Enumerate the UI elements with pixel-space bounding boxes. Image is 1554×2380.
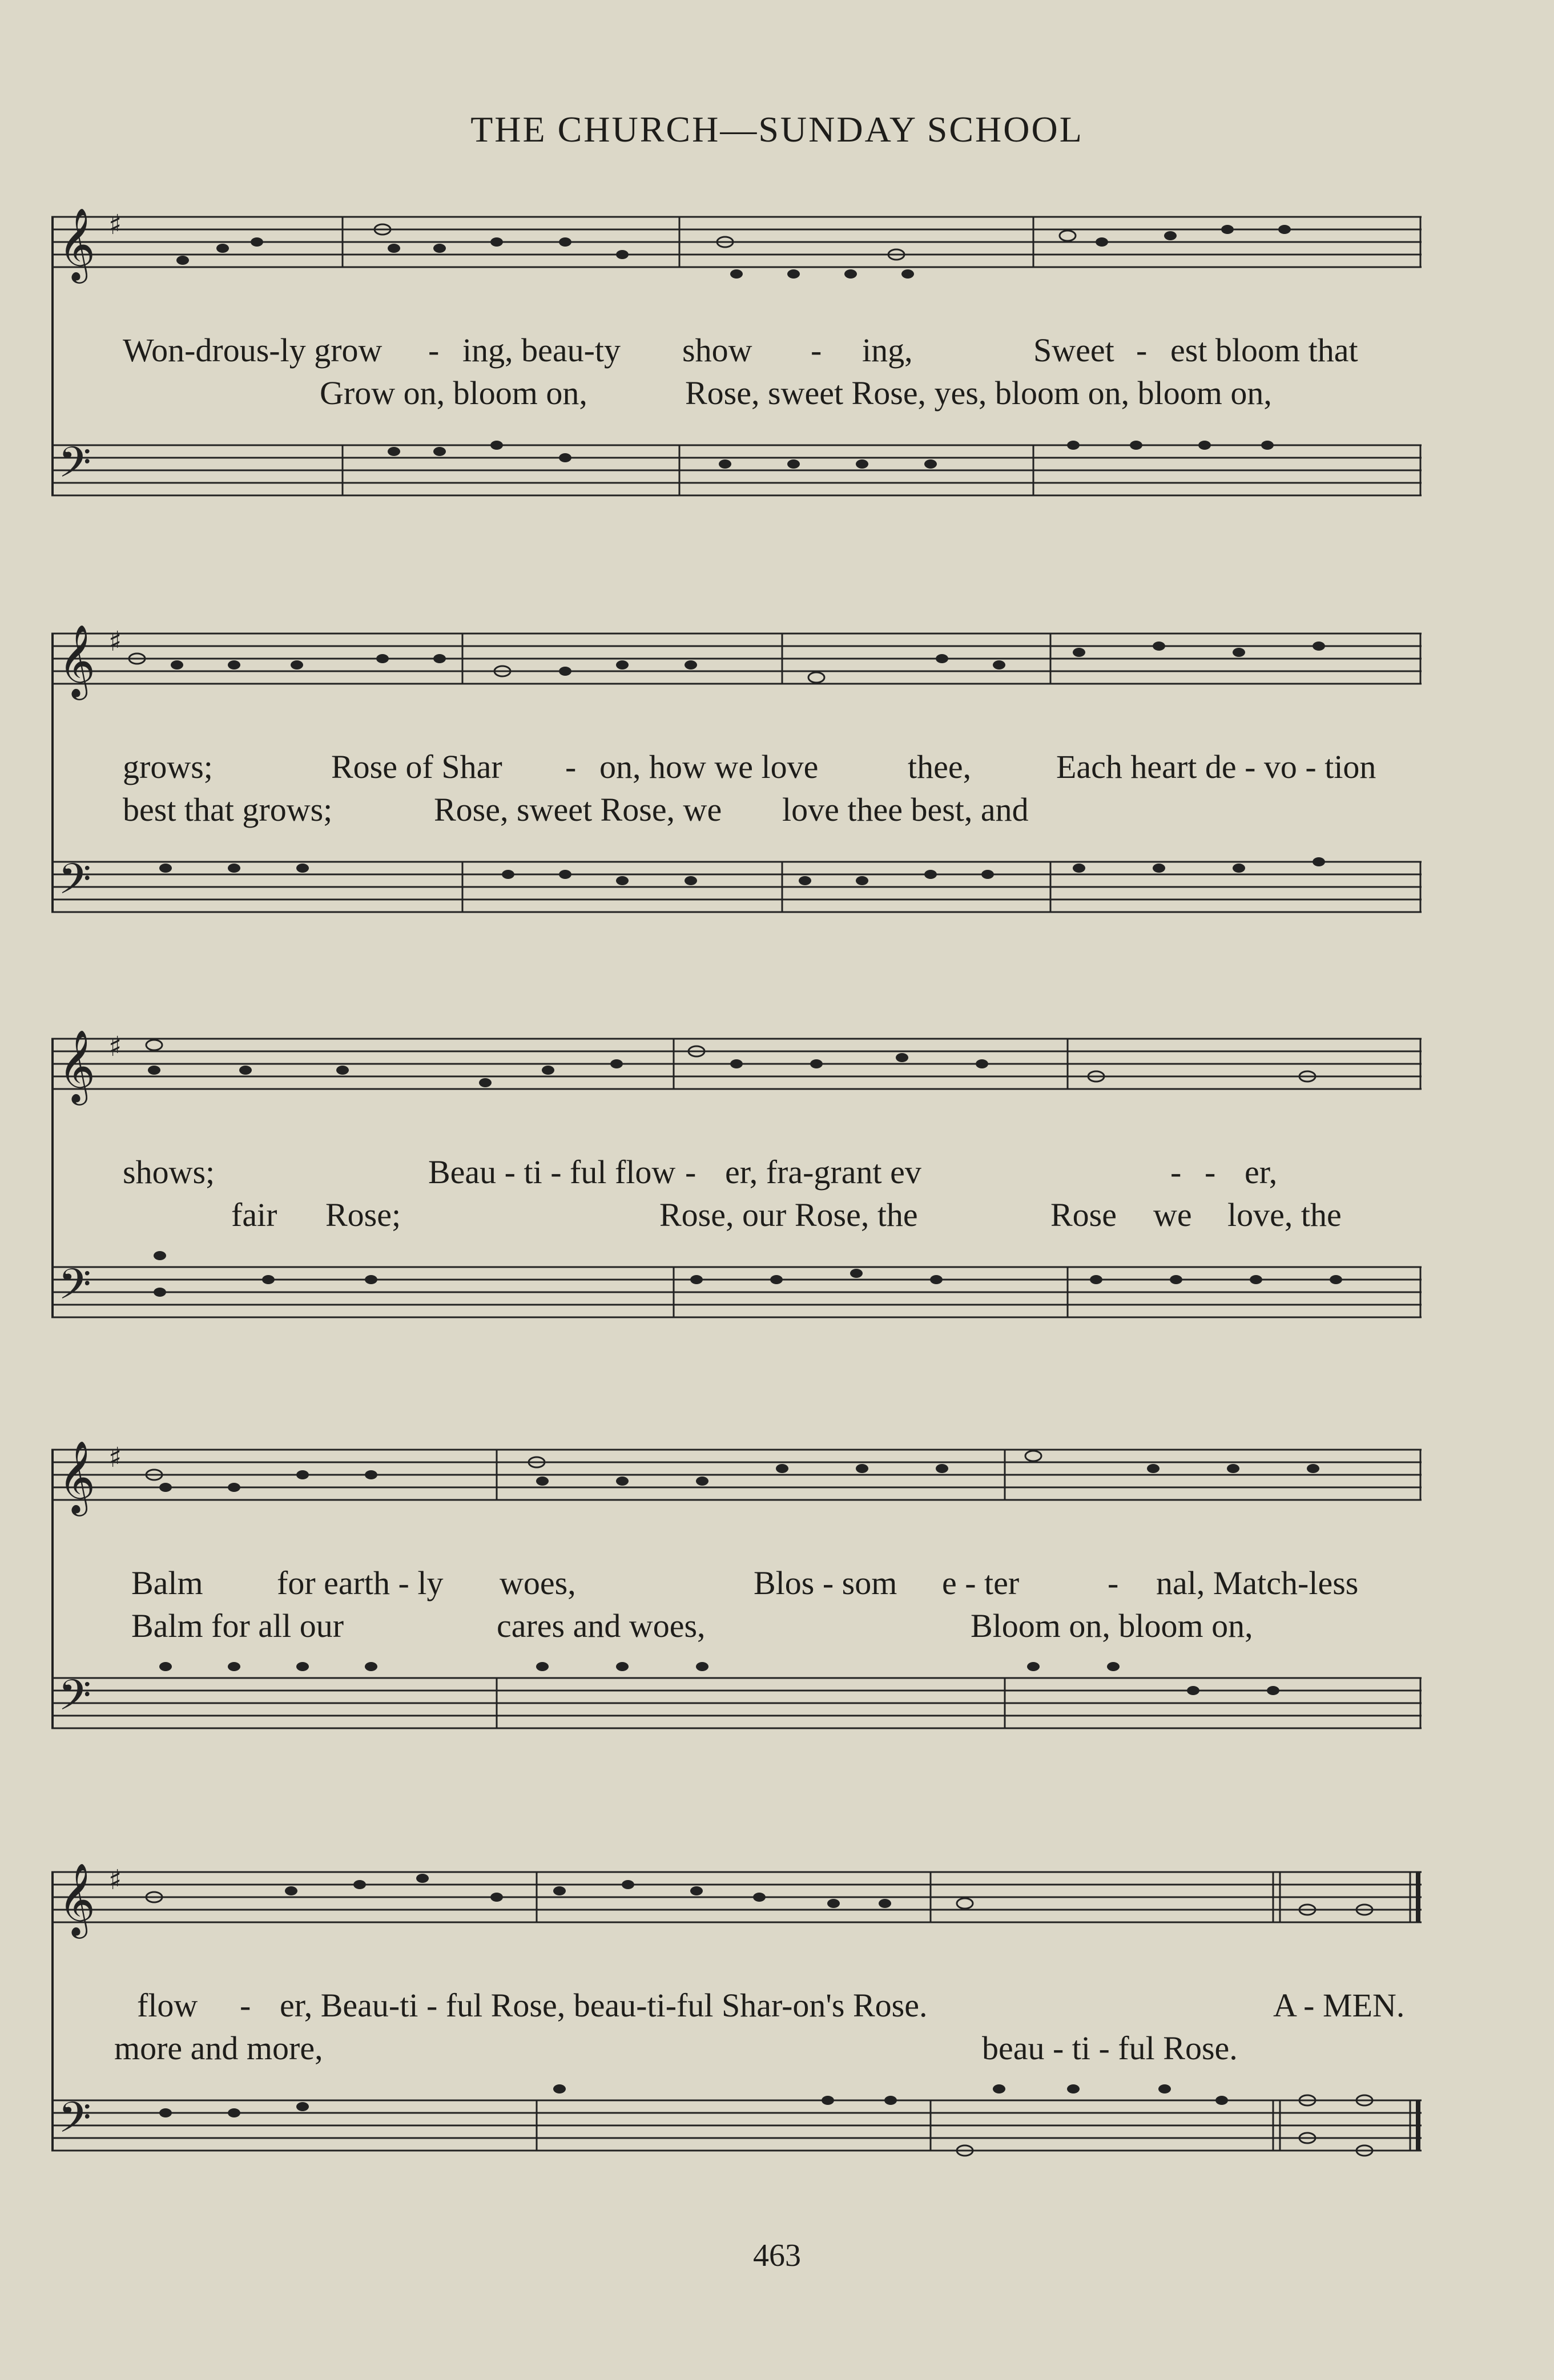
- treble-staff: [51, 1427, 1422, 1558]
- treble-staff: [51, 611, 1422, 742]
- lyric-syllable: Sweet: [1033, 332, 1114, 369]
- svg-text:𝄞: 𝄞: [58, 1862, 96, 1935]
- lyric-syllable: er, Beau-ti - ful Rose, beau-ti-ful Shar-on's Rose.: [280, 1987, 928, 2024]
- lyric-syllable: Rose of Shar: [331, 748, 502, 785]
- svg-text:♯: ♯: [108, 209, 122, 241]
- lyric-syllable: ing, beau-ty: [462, 332, 621, 369]
- lyric-syllable: Rose, sweet Rose, yes, bloom on, bloom on,: [685, 374, 1272, 412]
- lyric-syllable: Rose, sweet Rose, we: [434, 791, 722, 828]
- lyric-syllable: est bloom that: [1170, 332, 1358, 369]
- lyric-syllable: er, fra-grant ev: [725, 1153, 921, 1191]
- bass-staff: [51, 1655, 1422, 1786]
- lyric-syllable: best that grows;: [123, 791, 333, 828]
- lyric-syllable: nal, Match-less: [1156, 1564, 1359, 1602]
- lyric-line-verse-1: [51, 748, 1422, 793]
- lyric-syllable: Bloom on, bloom on,: [971, 1607, 1253, 1644]
- lyric-syllable: love, the: [1227, 1196, 1342, 1233]
- lyric-syllable: show: [682, 332, 752, 369]
- svg-text:𝄞: 𝄞: [58, 624, 96, 697]
- lyric-line-verse-1: [51, 1564, 1422, 1609]
- page-header: THE CHURCH—SUNDAY SCHOOL: [470, 109, 1084, 150]
- lyric-syllable: flow: [137, 1987, 198, 2024]
- lyric-syllable: fair: [231, 1196, 277, 1233]
- svg-text:𝄢: 𝄢: [58, 2093, 91, 2153]
- lyric-syllable: -: [811, 332, 822, 369]
- svg-text:𝄢: 𝄢: [58, 1260, 91, 1320]
- lyric-syllable: -: [428, 332, 440, 369]
- lyric-syllable: thee,: [908, 748, 972, 785]
- lyric-syllable: grows;: [123, 748, 213, 785]
- bass-staff: [51, 2078, 1422, 2209]
- lyric-syllable: Rose;: [325, 1196, 401, 1233]
- lyric-syllable: for earth - ly: [277, 1564, 444, 1602]
- lyric-syllable: more and more,: [114, 2030, 323, 2067]
- lyric-syllable: Rose, our Rose, the: [659, 1196, 918, 1233]
- lyric-syllable: Balm for all our: [131, 1607, 344, 1644]
- lyric-line-verse-2: [51, 790, 1422, 836]
- lyric-syllable: Rose: [1050, 1196, 1117, 1233]
- lyric-syllable: Each heart de - vo - tion: [1056, 748, 1376, 785]
- lyric-syllable: er,: [1245, 1153, 1278, 1191]
- lyric-syllable: on, how we love: [599, 748, 819, 785]
- svg-text:♯: ♯: [108, 1031, 122, 1063]
- lyric-syllable: -: [1170, 1153, 1182, 1191]
- lyric-line-verse-2: [51, 2029, 1422, 2075]
- lyric-syllable: -: [565, 748, 577, 785]
- lyric-syllable: love thee best, and: [782, 791, 1029, 828]
- svg-text:𝄢: 𝄢: [58, 1671, 91, 1730]
- svg-text:𝄢: 𝄢: [58, 854, 91, 914]
- bass-staff: [51, 1244, 1422, 1375]
- treble-staff: [51, 194, 1422, 325]
- lyric-syllable: -: [1205, 1153, 1216, 1191]
- lyric-line-verse-1: [51, 331, 1422, 377]
- bass-staff: [51, 422, 1422, 554]
- lyric-syllable: A - MEN.: [1273, 1987, 1405, 2024]
- lyric-syllable: we: [1153, 1196, 1192, 1233]
- svg-text:𝄞: 𝄞: [58, 1029, 96, 1102]
- treble-staff: [51, 1016, 1422, 1147]
- lyric-line-verse-2: [51, 374, 1422, 419]
- lyric-line-verse-1: [51, 1153, 1422, 1199]
- lyric-syllable: Blos - som: [754, 1564, 897, 1602]
- svg-text:♯: ♯: [108, 1864, 122, 1896]
- svg-text:𝄞: 𝄞: [58, 207, 96, 280]
- svg-text:♯: ♯: [108, 1442, 122, 1474]
- lyric-line-verse-1: [51, 1986, 1422, 2032]
- lyric-syllable: beau - ti - ful Rose.: [982, 2030, 1238, 2067]
- lyric-line-verse-2: [51, 1607, 1422, 1652]
- lyric-syllable: e - ter: [942, 1564, 1020, 1602]
- lyric-syllable: Grow on, bloom on,: [320, 374, 587, 412]
- lyric-syllable: shows;: [123, 1153, 215, 1191]
- svg-text:♯: ♯: [108, 626, 122, 657]
- page-number: 463: [753, 2238, 801, 2273]
- lyric-syllable: woes,: [500, 1564, 576, 1602]
- lyric-syllable: Won-drous-ly grow: [123, 332, 383, 369]
- treble-staff: [51, 1849, 1422, 1980]
- svg-text:𝄢: 𝄢: [58, 438, 91, 498]
- lyric-syllable: Balm: [131, 1564, 203, 1602]
- lyric-syllable: -: [1136, 332, 1148, 369]
- lyric-line-verse-2: [51, 1196, 1422, 1241]
- lyric-syllable: -: [240, 1987, 251, 2024]
- lyric-syllable: cares and woes,: [497, 1607, 706, 1644]
- lyric-syllable: -: [1108, 1564, 1119, 1602]
- lyric-syllable: Beau - ti - ful flow: [428, 1153, 676, 1191]
- svg-text:𝄞: 𝄞: [58, 1440, 96, 1513]
- lyric-syllable: -: [685, 1153, 697, 1191]
- lyric-syllable: ing,: [862, 332, 913, 369]
- bass-staff: [51, 839, 1422, 970]
